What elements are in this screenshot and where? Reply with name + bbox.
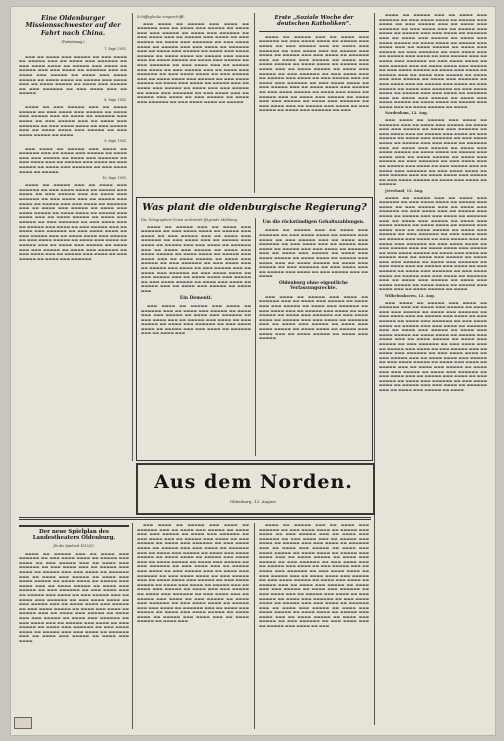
body-paragraph: ▬▬▬ ▬▬▬▬ ▬▬ ▬▬▬▬▬ ▬▬▬ ▬▬▬▬ ▬▬ ▬▬▬▬▬▬ ▬▬▬ ▬▬ ▬▬▬▬ ▬▬▬ ▬▬▬▬▬ ▬▬ ▬▬▬▬ ▬▬▬ ▬▬▬ ▬▬▬▬▬ ▬▬ ▬▬▬▬ ▬▬▬ ▬▬▬▬▬▬ ▬▬ ▬▬▬ ▬▬▬▬ ▬▬▬ ▬▬ ▬▬▬▬▬ ▬▬▬ ▬▬▬▬ ▬▬ ▬▬▬ ▬▬▬▬▬ ▬▬ ▬▬▬▬ ▬▬▬ ▬▬▬▬▬▬ ▬▬ ▬▬▬ ▬▬▬▬ ▬▬▬▬ ▬▬ ▬▬▬▬▬ ▬▬▬ ▬▬▬ ▬▬▬▬ ▬▬ ▬▬▬▬▬▬ ▬▬▬ ▬▬ ▬▬▬▬ ▬▬▬ ▬▬▬▬▬ ▬▬ ▬▬▬▬ ▬▬▬ ▬▬▬▬ ▬▬▬▬▬ ▬▬ ▬▬▬▬ ▬▬▬▬ ▬▬ ▬▬▬▬▬ ▬▬▬ ▬▬▬▬ ▬▬▬ ▬▬ ▬▬▬▬ ▬▬▬▬▬ ▬▬ ▬▬▬▬ ▬▬▬ ▬▬▬▬▬ ▬▬ ▬▬▬ ▬▬▬▬▬▬ ▬▬ ▬▬▬ ▬▬▬▬ ▬▬▬ ▬▬ ▬▬▬▬▬ ▬▬▬ ▬▬▬▬ ▬▬ ▬▬▬ ▬▬▬▬▬ ▬▬▬ ▬▬ ▬▬▬▬ ▬▬▬ ▬▬▬▬▬▬ ▬▬ ▬▬▬ ▬▬▬▬ ▬▬▬▬ ▬▬ ▬▬▬ ▬▬▬▬▬ ▬▬▬ ▬▬ ▬▬▬▬ ▬▬▬▬ ▬▬▬ ▬▬▬▬▬ ▬▬ ▬▬▬ ▬▬▬▬ ▬▬▬▬▬ ▬▬ ▬▬▬▬ ▬▬▬ ▬▬▬▬ ▬▬ ▬▬▬▬▬ ▬▬▬ ▬▬ ▬▬▬▬ ▬▬▬ ▬▬▬▬▬ ▬▬ ▬▬▬▬ ▬▬▬ ▬▬▬ ▬▬▬▬▬ ▬▬ ▬▬▬▬ ▬▬▬ ▬▬▬▬▬▬ ▬▬ ▬▬▬ ▬▬▬▬ ▬▬▬ ▬▬ ▬▬▬▬▬ ▬▬▬ ▬▬▬▬ ▬▬ ▬▬▬ ▬▬▬▬▬ ▬▬ ▬▬▬▬ ▬▬▬ ▬▬▬▬▬▬ ▬▬ ▬▬▬ ▬▬▬▬ ▬▬▬▬ ▬▬ ▬▬▬▬▬ ▬▬▬ ▬▬▬ ▬▬▬▬ ▬▬ ▬▬▬▬▬▬ ▬▬▬ ▬▬ ▬▬▬▬ ▬▬▬ ▬▬▬▬▬ ▬▬ ▬▬▬▬ (379, 300, 487, 392)
column-divider (374, 13, 375, 725)
column-divider (254, 523, 255, 729)
body-paragraph: ▬▬▬ ▬▬▬▬ ▬▬ ▬▬▬▬▬ ▬▬▬ ▬▬▬▬ ▬▬ ▬▬▬▬▬▬ ▬▬▬ ▬▬ ▬▬▬▬ ▬▬▬ ▬▬▬▬▬ ▬▬ ▬▬▬▬ ▬▬▬ ▬▬▬ ▬▬▬▬▬ ▬▬ ▬▬▬▬ ▬▬▬ ▬▬▬▬▬▬ ▬▬ ▬▬▬ ▬▬▬▬ ▬▬▬ ▬▬ ▬▬▬▬▬ ▬▬▬ ▬▬▬▬ ▬▬ ▬▬▬ ▬▬▬▬▬ ▬▬ ▬▬▬▬ ▬▬▬ ▬▬▬▬▬▬ ▬▬ ▬▬▬ ▬▬▬▬ ▬▬▬▬ ▬▬ ▬▬▬▬▬ ▬▬▬ ▬▬▬ ▬▬▬▬ ▬▬ ▬▬▬▬▬▬ ▬▬▬ ▬▬ ▬▬▬▬ ▬▬▬ (141, 303, 251, 336)
date-line-2: 8. Sept. 1931. (104, 97, 127, 102)
aus-dem-norden-title: Aus dem Norden. (154, 471, 353, 493)
regierung-right-col (259, 218, 368, 456)
right-item-3-dateline: Wilhelmshaven, 12. Aug. (385, 294, 435, 299)
body-paragraph: ▬▬▬▬ ▬▬ ▬▬▬▬▬ ▬▬▬ ▬▬ ▬▬▬▬ ▬▬▬ ▬▬▬▬▬▬ ▬▬ ▬▬▬ ▬▬▬▬ ▬▬▬▬ ▬▬ ▬▬▬▬▬ ▬▬▬ ▬▬▬▬ ▬▬ ▬▬▬ ▬▬▬▬▬ ▬▬▬ ▬▬ ▬▬▬▬ ▬▬▬ ▬▬▬▬▬▬ ▬▬ ▬▬▬ ▬▬▬▬ ▬▬▬ ▬▬ ▬▬▬▬▬ ▬▬▬ ▬▬▬▬ ▬▬ ▬▬▬▬▬ ▬▬▬ ▬▬▬ ▬▬▬▬ ▬▬ ▬▬▬▬▬▬ ▬▬▬ ▬▬ ▬▬▬▬ ▬▬▬ ▬▬▬▬▬ ▬▬ ▬▬▬▬ ▬▬▬ ▬▬▬▬ ▬▬▬▬▬ ▬▬ ▬▬▬▬ ▬▬▬▬ ▬▬ ▬▬▬▬▬ ▬▬▬ ▬▬▬▬ ▬▬▬ ▬▬ ▬▬▬▬ ▬▬▬▬▬ ▬▬ ▬▬▬▬ ▬▬▬ ▬▬▬▬▬ ▬▬ ▬▬▬ ▬▬▬▬▬▬ ▬▬ ▬▬▬ ▬▬▬▬ ▬▬▬ ▬▬ ▬▬▬▬▬ ▬▬▬ ▬▬▬▬ ▬▬ ▬▬▬ ▬▬▬▬▬ ▬▬▬ ▬▬ ▬▬▬▬ ▬▬▬ ▬▬▬▬▬▬ ▬▬ ▬▬▬ ▬▬▬▬ ▬▬▬▬ ▬▬ ▬▬▬ ▬▬▬▬▬ ▬▬▬ ▬▬ ▬▬▬▬ ▬▬▬▬ ▬▬▬ ▬▬▬▬▬ ▬▬ ▬▬▬ ▬▬▬▬ ▬▬▬▬▬ ▬▬ ▬▬▬▬ ▬▬▬ ▬▬▬▬ ▬▬ ▬▬▬▬▬ ▬▬▬ ▬▬ ▬▬▬▬ ▬▬▬ ▬▬▬▬▬ ▬▬ ▬▬▬▬ ▬▬▬ ▬▬▬ ▬▬▬▬▬ ▬▬ ▬▬▬▬ ▬▬▬ ▬▬▬▬▬▬ ▬▬ ▬▬▬ ▬▬▬▬ ▬▬▬ ▬▬ ▬▬▬▬▬ ▬▬▬ ▬▬▬▬ ▬▬ ▬▬▬ ▬▬▬▬▬ ▬▬ ▬▬▬▬ ▬▬▬ ▬▬▬▬▬▬ ▬▬ ▬▬▬ ▬▬▬▬ ▬▬▬▬ ▬▬ ▬▬▬▬▬ ▬▬▬ ▬▬▬ ▬▬▬▬ ▬▬ ▬▬▬▬▬▬ ▬▬▬ ▬▬ ▬▬▬▬ ▬▬▬ ▬▬▬▬▬ ▬▬ ▬▬▬▬ ▬▬▬ ▬▬▬▬ (19, 551, 129, 643)
body-paragraph: ▬▬▬▬ ▬▬ ▬▬▬▬▬ ▬▬▬ ▬▬ ▬▬▬▬ ▬▬▬ ▬▬▬▬▬▬ ▬▬ ▬▬▬ ▬▬▬▬ ▬▬▬▬ ▬▬ ▬▬▬▬▬ ▬▬▬ ▬▬▬▬ ▬▬ ▬▬▬ ▬▬▬▬▬ ▬▬▬ ▬▬ ▬▬▬▬ ▬▬▬ ▬▬▬▬▬▬ ▬▬ ▬▬▬ ▬▬▬▬ ▬▬▬ ▬▬ ▬▬▬▬▬ ▬▬▬ ▬▬▬▬ ▬▬ ▬▬▬▬▬ ▬▬▬ ▬▬▬ ▬▬▬▬ ▬▬ ▬▬▬▬▬▬ ▬▬▬ ▬▬ ▬▬▬▬ ▬▬▬ ▬▬▬▬▬ ▬▬ ▬▬▬▬ ▬▬▬ ▬▬▬▬ ▬▬▬▬▬ ▬▬ ▬▬▬▬ ▬▬▬▬ ▬▬ ▬▬▬▬▬ ▬▬▬ ▬▬▬▬ ▬▬▬ ▬▬ ▬▬▬▬ ▬▬▬▬▬ ▬▬ ▬▬▬▬ ▬▬▬ ▬▬▬▬▬ ▬▬ ▬▬▬ ▬▬▬▬▬▬ ▬▬ ▬▬▬ ▬▬▬▬ ▬▬▬ ▬▬ ▬▬▬▬▬ ▬▬▬ ▬▬▬▬ ▬▬ ▬▬▬ ▬▬▬▬▬ ▬▬▬ ▬▬ ▬▬▬▬ ▬▬▬ ▬▬▬▬▬▬ ▬▬ ▬▬▬ ▬▬▬▬ ▬▬▬▬ ▬▬ ▬▬▬ ▬▬▬▬▬ ▬▬▬ ▬▬ ▬▬▬▬ ▬▬▬▬ ▬▬▬ ▬▬▬▬▬ ▬▬ ▬▬▬ ▬▬▬▬ ▬▬▬▬▬ ▬▬ ▬▬▬▬ ▬▬▬ ▬▬▬▬ ▬▬ ▬▬▬▬▬ ▬▬▬ ▬▬ ▬▬▬▬ ▬▬▬ ▬▬▬▬▬ ▬▬ ▬▬▬▬ ▬▬▬ ▬▬▬ ▬▬▬▬▬ ▬▬ ▬▬▬▬ ▬▬▬ ▬▬▬▬▬▬ ▬▬ ▬▬▬ ▬▬▬▬ ▬▬▬ ▬▬ ▬▬▬▬▬ ▬▬▬ ▬▬▬▬ ▬▬ ▬▬▬ ▬▬▬▬▬ ▬▬ ▬▬▬▬ ▬▬▬ ▬▬▬▬▬▬ ▬▬ ▬▬▬ ▬▬▬▬ ▬▬▬▬ ▬▬ ▬▬▬▬▬ ▬▬▬ ▬▬▬ ▬▬▬▬ ▬▬ ▬▬▬▬▬▬ ▬▬▬ ▬▬ ▬▬▬▬ ▬▬▬ ▬▬▬▬▬ ▬▬ ▬▬▬▬ ▬▬▬ ▬▬▬▬ ▬▬▬▬▬ ▬▬ ▬▬▬▬ ▬▬▬▬ ▬▬ ▬▬▬▬▬ ▬▬▬ ▬▬▬▬ ▬▬▬ ▬▬ ▬▬▬▬ ▬▬▬▬▬ ▬▬ ▬▬▬▬ ▬▬▬ ▬▬▬▬▬ ▬▬ ▬▬▬ ▬▬▬▬▬▬ ▬▬ ▬▬▬ ▬▬▬▬ ▬▬▬ ▬▬ ▬▬▬▬▬ ▬▬▬ ▬▬▬▬ ▬▬ ▬▬▬ (259, 523, 369, 629)
gehalt-subhead: Um die rückständigen Gehaltszahlungen. (262, 220, 365, 225)
body-paragraph: ▬▬▬▬ ▬▬ ▬▬▬▬▬ ▬▬▬ ▬▬ ▬▬▬▬ ▬▬▬ ▬▬▬▬▬▬ ▬▬ ▬▬▬ ▬▬▬▬ ▬▬▬▬ ▬▬ ▬▬▬▬▬ ▬▬▬ ▬▬▬▬ ▬▬ ▬▬▬ ▬▬▬▬▬ ▬▬▬ ▬▬ ▬▬▬▬ ▬▬▬ ▬▬▬▬▬▬ ▬▬ ▬▬▬ ▬▬▬▬ ▬▬▬ ▬▬ ▬▬▬▬▬ ▬▬▬ ▬▬▬▬ ▬▬ ▬▬▬▬▬ ▬▬▬ ▬▬▬ ▬▬▬▬ ▬▬ ▬▬▬▬▬▬ ▬▬▬ ▬▬ ▬▬▬▬ ▬▬▬ ▬▬▬▬▬ ▬▬ ▬▬▬▬ ▬▬▬ ▬▬▬▬ ▬▬▬▬▬ ▬▬ ▬▬▬▬ ▬▬▬▬ ▬▬ ▬▬▬▬▬ ▬▬▬ ▬▬▬▬ ▬▬▬ ▬▬ ▬▬▬▬ ▬▬▬▬▬ ▬▬ ▬▬▬▬ ▬▬▬ ▬▬▬▬▬ ▬▬ ▬▬▬ ▬▬▬▬▬▬ ▬▬ ▬▬▬ ▬▬▬▬ ▬▬▬ ▬▬ ▬▬▬▬▬ ▬▬▬ ▬▬▬▬ ▬▬ ▬▬▬ ▬▬▬▬▬ ▬▬▬ ▬▬ ▬▬▬▬ ▬▬▬ ▬▬▬▬▬▬ ▬▬ ▬▬▬ ▬▬▬▬ ▬▬▬▬ ▬▬ ▬▬▬ ▬▬▬▬▬ ▬▬▬ ▬▬ ▬▬▬▬ ▬▬▬▬ ▬▬▬ ▬▬▬▬▬ ▬▬ ▬▬▬ ▬▬▬▬ ▬▬▬▬▬ ▬▬ ▬▬▬▬ ▬▬▬ ▬▬▬▬ ▬▬ ▬▬▬▬▬ ▬▬▬ ▬▬ ▬▬▬▬ ▬▬▬ ▬▬▬▬▬ ▬▬ ▬▬▬▬ ▬▬▬ ▬▬▬ ▬▬▬▬▬ ▬▬ ▬▬▬▬ ▬▬▬ ▬▬▬▬▬▬ ▬▬ ▬▬▬ ▬▬▬▬ ▬▬▬ ▬▬ ▬▬▬▬▬ ▬▬▬ ▬▬▬▬ ▬▬ ▬▬▬ ▬▬▬▬▬ ▬▬ ▬▬▬▬ ▬▬▬ ▬▬▬▬▬▬ ▬▬ ▬▬▬ (259, 34, 369, 113)
left-column (19, 13, 127, 525)
column-divider (254, 13, 255, 193)
right-item-1 (379, 111, 487, 116)
spielplan-box (19, 525, 129, 731)
right-item-1-dateline: Nordenham, 12. Aug. (385, 111, 428, 116)
body-paragraph: ▬▬▬▬ ▬▬ ▬▬▬▬▬ ▬▬▬ ▬▬ ▬▬▬▬ ▬▬▬ ▬▬▬▬▬▬ ▬▬ ▬▬▬ ▬▬▬▬ ▬▬▬▬ ▬▬ ▬▬▬▬▬ ▬▬▬ ▬▬▬▬ ▬▬ ▬▬▬ ▬▬▬▬▬ ▬▬▬ ▬▬ ▬▬▬▬ ▬▬▬ ▬▬▬▬▬▬ ▬▬ ▬▬▬ ▬▬▬▬ ▬▬▬ ▬▬ ▬▬▬▬▬ ▬▬▬ ▬▬▬▬ ▬▬ ▬▬▬▬▬ ▬▬▬ ▬▬▬ ▬▬▬▬ ▬▬ ▬▬▬▬▬▬ ▬▬▬ ▬▬ ▬▬▬▬ ▬▬▬ ▬▬▬▬▬ ▬▬ ▬▬▬▬ ▬▬▬ ▬▬▬▬ ▬▬▬▬▬ ▬▬ ▬▬▬▬ ▬▬▬▬ ▬▬ ▬▬▬▬▬ ▬▬▬ ▬▬▬▬ ▬▬▬ ▬▬ ▬▬▬▬ ▬▬▬▬▬ ▬▬ ▬▬▬▬ ▬▬▬ ▬▬▬▬▬ ▬▬ ▬▬▬ ▬▬▬▬▬▬ ▬▬ ▬▬▬ ▬▬▬▬ ▬▬▬ ▬▬ ▬▬▬▬▬ ▬▬▬ ▬▬▬▬ ▬▬ ▬▬▬ ▬▬▬▬▬ ▬▬▬ ▬▬ ▬▬▬▬ (259, 228, 368, 279)
body-paragraph: ▬▬▬▬ ▬▬ ▬▬▬▬▬ ▬▬▬ ▬▬ ▬▬▬▬ ▬▬▬ ▬▬▬▬▬▬ ▬▬ ▬▬▬ ▬▬▬▬ ▬▬▬▬ ▬▬ ▬▬▬▬▬ ▬▬▬ ▬▬▬▬ ▬▬ ▬▬▬ ▬▬▬▬▬ ▬▬▬ ▬▬ ▬▬▬▬ ▬▬▬ ▬▬▬▬▬▬ ▬▬ ▬▬▬ ▬▬▬▬ ▬▬▬ ▬▬ ▬▬▬▬▬ ▬▬▬ ▬▬▬▬ ▬▬ ▬▬▬▬▬ ▬▬▬ ▬▬▬ ▬▬▬▬ ▬▬ ▬▬▬▬▬▬ ▬▬▬ ▬▬ ▬▬▬▬ ▬▬▬ ▬▬▬▬▬ ▬▬ ▬▬▬▬ ▬▬▬ ▬▬▬▬ ▬▬▬▬▬ ▬▬ ▬▬▬▬ ▬▬▬▬ ▬▬ ▬▬▬▬▬ ▬▬▬ ▬▬▬▬ ▬▬▬ ▬▬ ▬▬▬▬ ▬▬▬▬▬ ▬▬ ▬▬▬▬ ▬▬▬ ▬▬▬▬▬ ▬▬ ▬▬▬ ▬▬▬▬▬▬ ▬▬ ▬▬▬ ▬▬▬▬ ▬▬▬ ▬▬ ▬▬▬▬▬ ▬▬▬ ▬▬▬▬ ▬▬ ▬▬▬ ▬▬▬▬▬ ▬▬▬ ▬▬ ▬▬▬▬ ▬▬▬ ▬▬▬▬▬▬ ▬▬ ▬▬▬ ▬▬▬▬ ▬▬▬▬ ▬▬ ▬▬▬ ▬▬▬▬▬ ▬▬▬ ▬▬ ▬▬▬▬ ▬▬▬▬ ▬▬▬ ▬▬▬▬▬ ▬▬ ▬▬▬ ▬▬▬▬ ▬▬▬▬▬ ▬▬ ▬▬▬▬ ▬▬▬ ▬▬▬▬ ▬▬ ▬▬▬▬▬ ▬▬▬ ▬▬ ▬▬▬▬ ▬▬▬ ▬▬▬▬▬ ▬▬ ▬▬▬▬ ▬▬▬ ▬▬▬ ▬▬▬▬▬ ▬▬ ▬▬▬▬ ▬▬▬ ▬▬▬▬▬▬ ▬▬ ▬▬▬ ▬▬▬▬ ▬▬▬ ▬▬ ▬▬▬▬▬ ▬▬▬ ▬▬▬▬ ▬▬ ▬▬▬ ▬▬▬▬▬ ▬▬ ▬▬▬▬ ▬▬▬ ▬▬▬▬▬▬ (19, 183, 127, 261)
body-paragraph: ▬▬▬ ▬▬▬▬ ▬▬ ▬▬▬▬▬ ▬▬▬ ▬▬▬▬ ▬▬ ▬▬▬▬▬▬ ▬▬▬ ▬▬ ▬▬▬▬ ▬▬▬ ▬▬▬▬▬ ▬▬ ▬▬▬▬ ▬▬▬ ▬▬▬ ▬▬▬▬▬ ▬▬ ▬▬▬▬ ▬▬▬ ▬▬▬▬▬▬ ▬▬ ▬▬▬ ▬▬▬▬ ▬▬▬ ▬▬ ▬▬▬▬▬ ▬▬▬ ▬▬▬▬ ▬▬ ▬▬▬ ▬▬▬▬▬ ▬▬ ▬▬▬▬ ▬▬▬ ▬▬▬▬▬▬ ▬▬ ▬▬▬ ▬▬▬▬ ▬▬▬▬ ▬▬ ▬▬▬▬▬ ▬▬▬ ▬▬▬ ▬▬▬▬ ▬▬ ▬▬▬▬▬▬ ▬▬▬ ▬▬ ▬▬▬▬ ▬▬▬ ▬▬▬▬▬ ▬▬ ▬▬▬▬ ▬▬▬ ▬▬▬▬ ▬▬▬▬▬ ▬▬ ▬▬▬▬ ▬▬▬▬ ▬▬ ▬▬▬▬▬ ▬▬▬ ▬▬▬▬ ▬▬▬ ▬▬ ▬▬▬▬ ▬▬▬▬▬ ▬▬ ▬▬▬▬ ▬▬▬ ▬▬▬▬▬ ▬▬ ▬▬▬ ▬▬▬▬▬▬ ▬▬ ▬▬▬ ▬▬▬▬ ▬▬▬ ▬▬ ▬▬▬▬▬ ▬▬▬ ▬▬▬▬ ▬▬ ▬▬▬ ▬▬▬▬▬ ▬▬▬ ▬▬ ▬▬▬▬ ▬▬▬ ▬▬▬▬▬▬ ▬▬ ▬▬▬ ▬▬▬▬ ▬▬▬▬ ▬▬ ▬▬▬ ▬▬▬▬▬ ▬▬▬ ▬▬ ▬▬▬▬ ▬▬▬▬ ▬▬▬ ▬▬▬▬▬ ▬▬ ▬▬▬ ▬▬▬▬ ▬▬▬▬▬ ▬▬ ▬▬▬▬ ▬▬▬ ▬▬▬▬ ▬▬ ▬▬▬▬▬ (379, 118, 487, 187)
body-paragraph: ▬▬▬ ▬▬▬▬ ▬▬ ▬▬▬▬▬ ▬▬▬ ▬▬▬▬ ▬▬ ▬▬▬▬▬▬ ▬▬▬ ▬▬ ▬▬▬▬ ▬▬▬ ▬▬▬▬▬ ▬▬ ▬▬▬▬ ▬▬▬ ▬▬▬ ▬▬▬▬▬ ▬▬ ▬▬▬▬ ▬▬▬ ▬▬▬▬▬▬ ▬▬ ▬▬▬ ▬▬▬▬ ▬▬▬ ▬▬ ▬▬▬▬▬ ▬▬▬ ▬▬▬▬ ▬▬ ▬▬▬ ▬▬▬▬▬ ▬▬ ▬▬▬▬ ▬▬▬ ▬▬▬▬▬▬ ▬▬ ▬▬▬ ▬▬▬▬ ▬▬▬▬ ▬▬ ▬▬▬▬▬ ▬▬▬ ▬▬▬ ▬▬▬▬ ▬▬ ▬▬▬▬▬▬ ▬▬▬ ▬▬ ▬▬▬▬ ▬▬▬ ▬▬▬▬▬ ▬▬ ▬▬▬▬ ▬▬▬ ▬▬▬▬ ▬▬▬▬▬ ▬▬ ▬▬▬▬ ▬▬▬▬ ▬▬ ▬▬▬▬▬ ▬▬▬ ▬▬▬▬ ▬▬▬ ▬▬ ▬▬▬▬ ▬▬▬▬▬ ▬▬ ▬▬▬▬ ▬▬▬ ▬▬▬▬▬ (259, 294, 368, 341)
middle-column-top (137, 15, 249, 195)
norden-col-2 (259, 523, 369, 729)
body-paragraph: ▬▬▬▬ ▬▬ ▬▬▬▬▬ ▬▬▬ ▬▬ ▬▬▬▬ ▬▬▬ ▬▬▬▬▬▬ ▬▬ ▬▬▬ ▬▬▬▬ ▬▬▬▬ ▬▬ ▬▬▬▬▬ ▬▬▬ ▬▬▬▬ ▬▬ ▬▬▬ ▬▬▬▬▬ ▬▬▬ ▬▬ ▬▬▬▬ ▬▬▬ ▬▬▬▬▬▬ ▬▬ ▬▬▬ ▬▬▬▬ ▬▬▬ ▬▬ ▬▬▬▬▬ ▬▬▬ ▬▬▬▬ ▬▬ ▬▬▬▬▬ ▬▬▬ ▬▬▬ ▬▬▬▬ ▬▬ ▬▬▬▬▬▬ ▬▬▬ ▬▬ ▬▬▬▬ ▬▬▬ ▬▬▬▬▬ ▬▬ ▬▬▬▬ ▬▬▬ ▬▬▬▬ ▬▬▬▬▬ ▬▬ ▬▬▬▬ ▬▬▬▬ ▬▬ ▬▬▬▬▬ ▬▬▬ ▬▬▬▬ ▬▬▬ ▬▬ ▬▬▬▬ ▬▬▬▬▬ ▬▬ ▬▬▬▬ ▬▬▬ ▬▬▬▬▬ ▬▬ ▬▬▬ ▬▬▬▬▬▬ ▬▬ ▬▬▬ ▬▬▬▬ ▬▬▬ ▬▬ ▬▬▬▬▬ ▬▬▬ ▬▬▬▬ ▬▬ ▬▬▬ ▬▬▬▬▬ ▬▬▬ ▬▬ ▬▬▬▬ ▬▬▬ ▬▬▬▬▬▬ ▬▬ ▬▬▬ ▬▬▬▬ ▬▬▬▬ ▬▬ ▬▬▬ ▬▬▬▬▬ ▬▬▬ ▬▬ ▬▬▬▬ ▬▬▬▬ ▬▬▬ ▬▬▬▬▬ ▬▬ ▬▬▬ ▬▬▬▬ ▬▬▬▬▬ ▬▬ ▬▬▬▬ ▬▬▬ ▬▬▬▬ ▬▬ ▬▬▬▬▬ ▬▬▬ ▬▬ ▬▬▬▬ ▬▬▬ ▬▬▬▬▬ ▬▬ ▬▬▬▬ ▬▬▬ ▬▬▬ ▬▬▬▬▬ ▬▬ ▬▬▬▬ ▬▬▬ ▬▬▬▬▬▬ ▬▬ ▬▬▬ ▬▬▬▬ ▬▬▬ ▬▬ ▬▬▬▬▬ ▬▬▬ ▬▬▬▬ ▬▬ ▬▬▬ ▬▬▬▬▬ ▬▬ ▬▬▬▬ ▬▬▬ ▬▬▬▬▬▬ ▬▬ ▬▬▬ ▬▬▬▬ ▬▬▬▬ ▬▬ ▬▬▬▬▬ ▬▬▬ ▬▬▬ ▬▬▬▬ ▬▬ ▬▬▬▬▬▬ ▬▬▬ ▬▬ ▬▬▬▬ ▬▬▬ ▬▬▬▬▬ ▬▬ ▬▬▬▬ ▬▬▬ ▬▬▬▬ ▬▬▬▬▬ ▬▬ ▬▬▬▬ ▬▬▬▬ ▬▬ ▬▬▬▬▬ ▬▬▬ ▬▬▬▬ ▬▬▬ ▬▬ ▬▬▬▬ ▬▬▬▬▬ ▬▬ ▬▬▬▬ (379, 13, 487, 109)
body-paragraph: ▬▬▬ ▬▬ ▬▬▬▬ ▬▬▬ ▬▬▬▬▬ ▬▬ ▬▬▬ ▬▬▬▬ ▬▬ ▬▬▬▬▬ ▬▬▬ ▬▬ ▬▬▬▬ ▬▬▬ ▬▬▬▬▬▬ ▬▬ ▬▬▬ ▬▬▬▬ ▬▬▬▬ ▬▬ ▬▬▬▬▬ ▬▬▬ ▬▬▬▬ ▬▬ ▬▬▬▬▬ ▬▬▬ ▬▬▬ ▬▬▬▬ ▬▬ ▬▬▬▬▬▬ ▬▬▬ ▬▬ ▬▬▬▬ ▬▬▬ ▬▬▬▬▬ ▬▬ ▬▬▬▬ ▬▬▬ ▬▬▬▬ ▬▬▬▬▬ ▬▬ ▬▬▬▬ ▬▬▬▬ ▬▬ ▬▬▬▬▬ ▬▬▬ ▬▬▬▬ ▬▬▬ ▬▬ ▬▬▬▬ ▬▬▬▬▬ ▬▬ ▬▬▬▬ ▬▬▬ ▬▬▬▬▬ ▬▬ ▬▬▬ ▬▬▬▬▬▬ ▬▬ ▬▬▬ ▬▬▬▬ ▬▬▬ ▬▬ ▬▬▬▬▬ (19, 54, 127, 96)
dateline: Oldenburg, 13. August. (229, 499, 278, 504)
left-headline: Eine Oldenburger Missionsschwester auf der Fahrt nach China. (25, 14, 121, 37)
column-divider (132, 13, 133, 461)
right-item-2 (379, 189, 487, 194)
body-paragraph: ▬▬▬▬ ▬▬ ▬▬▬▬▬ ▬▬▬ ▬▬ ▬▬▬▬ ▬▬▬ ▬▬▬▬▬▬ ▬▬ ▬▬▬ ▬▬▬▬ ▬▬▬▬ ▬▬ ▬▬▬▬▬ ▬▬▬ ▬▬▬▬ ▬▬ ▬▬▬ ▬▬▬▬▬ ▬▬▬ ▬▬ ▬▬▬▬ ▬▬▬ ▬▬▬▬▬▬ ▬▬ ▬▬▬ ▬▬▬▬ ▬▬▬ ▬▬ ▬▬▬▬▬ ▬▬▬ ▬▬▬▬ ▬▬ ▬▬▬▬▬ ▬▬▬ ▬▬▬ ▬▬▬▬ ▬▬ ▬▬▬▬▬▬ ▬▬▬ ▬▬ ▬▬▬▬ ▬▬▬ ▬▬▬▬▬ ▬▬ ▬▬▬▬ ▬▬▬ ▬▬▬▬ ▬▬▬▬▬ ▬▬ ▬▬▬▬ ▬▬▬▬ ▬▬ ▬▬▬▬▬ ▬▬▬ ▬▬▬▬ ▬▬▬ ▬▬ ▬▬▬▬ ▬▬▬▬▬ ▬▬ ▬▬▬▬ ▬▬▬ ▬▬▬▬▬ ▬▬ ▬▬▬ ▬▬▬▬▬▬ ▬▬ ▬▬▬ ▬▬▬▬ ▬▬▬ ▬▬ ▬▬▬▬▬ ▬▬▬ ▬▬▬▬ ▬▬ ▬▬▬ ▬▬▬▬▬ ▬▬▬ ▬▬ ▬▬▬▬ ▬▬▬ ▬▬▬▬▬▬ ▬▬ ▬▬▬ ▬▬▬▬ ▬▬▬▬ ▬▬ ▬▬▬ ▬▬▬▬▬ ▬▬▬ ▬▬ ▬▬▬▬ ▬▬▬▬ ▬▬▬ ▬▬▬▬▬ ▬▬ ▬▬▬ ▬▬▬▬ ▬▬▬▬▬ ▬▬ ▬▬▬▬ ▬▬▬ ▬▬▬▬ ▬▬ ▬▬▬▬▬ ▬▬▬ ▬▬ ▬▬▬▬ ▬▬▬ ▬▬▬▬▬ ▬▬ ▬▬▬▬ ▬▬▬ (141, 224, 251, 293)
column-divider (132, 523, 133, 729)
right-item-2-dateline: Jeverland, 12. Aug. (385, 188, 424, 193)
regierung-article-box (136, 197, 373, 461)
regierung-subhead-left: Die Telegraphen-Union verbreitet folgende Meldung: (141, 218, 239, 222)
spielplan-subhead: für die Spielzeit 1932/33. (53, 544, 95, 549)
aus-dem-norden-box (136, 463, 375, 515)
body-paragraph: ▬▬▬▬ ▬▬ ▬▬▬ ▬▬▬▬▬ ▬▬▬ ▬▬ ▬▬▬▬ ▬▬▬▬▬ ▬▬ ▬▬▬ ▬▬▬▬ ▬▬▬ ▬▬▬▬▬ ▬▬ ▬▬▬▬ ▬▬▬ ▬▬▬▬▬ ▬▬▬ ▬▬ ▬▬▬▬ ▬▬ ▬▬▬▬▬▬ ▬▬▬ ▬▬▬▬ ▬▬ ▬▬▬ ▬▬▬▬▬ ▬▬▬ ▬▬ ▬▬▬▬ ▬▬▬ ▬▬▬▬▬▬ ▬▬ ▬▬▬ ▬▬▬▬ ▬▬▬▬ ▬▬ ▬▬▬ ▬▬▬▬▬ ▬▬▬ ▬▬ ▬▬▬▬ ▬▬▬▬ ▬▬▬ ▬▬▬▬▬ ▬▬ ▬▬▬ ▬▬▬▬ ▬▬▬▬▬ ▬▬ ▬▬▬▬ (19, 105, 127, 137)
middle-lead-phrase: Schiffsglocke eingeschifft. (137, 15, 185, 19)
body-paragraph: ▬▬▬▬ ▬▬ ▬▬▬▬▬ ▬▬▬ ▬▬ ▬▬▬▬ ▬▬▬ ▬▬▬▬▬▬ ▬▬ ▬▬▬ ▬▬▬▬ ▬▬▬▬ ▬▬ ▬▬▬▬▬ ▬▬▬ ▬▬▬▬ ▬▬ ▬▬▬ ▬▬▬▬▬ ▬▬▬ ▬▬ ▬▬▬▬ ▬▬▬ ▬▬▬▬▬▬ ▬▬ ▬▬▬ ▬▬▬▬ ▬▬▬ ▬▬ ▬▬▬▬▬ ▬▬▬ ▬▬▬▬ ▬▬ ▬▬▬▬▬ ▬▬▬ ▬▬▬ ▬▬▬▬ ▬▬ ▬▬▬▬▬▬ ▬▬▬ ▬▬ ▬▬▬▬ ▬▬▬ ▬▬▬▬▬ ▬▬ ▬▬▬▬ ▬▬▬ ▬▬▬▬ ▬▬▬▬▬ ▬▬ ▬▬▬▬ ▬▬▬▬ ▬▬ ▬▬▬▬▬ ▬▬▬ ▬▬▬▬ ▬▬▬ ▬▬ ▬▬▬▬ ▬▬▬▬▬ ▬▬ ▬▬▬▬ ▬▬▬ ▬▬▬▬▬ ▬▬ ▬▬▬ ▬▬▬▬▬▬ ▬▬ ▬▬▬ ▬▬▬▬ ▬▬▬ ▬▬ ▬▬▬▬▬ ▬▬▬ ▬▬▬▬ ▬▬ ▬▬▬ ▬▬▬▬▬ ▬▬▬ ▬▬ ▬▬▬▬ ▬▬▬ ▬▬▬▬▬▬ ▬▬ ▬▬▬ ▬▬▬▬ ▬▬▬▬ ▬▬ ▬▬▬ ▬▬▬▬▬ ▬▬▬ ▬▬ ▬▬▬▬ ▬▬▬▬ ▬▬▬ ▬▬▬▬▬ ▬▬ ▬▬▬ ▬▬▬▬ ▬▬▬▬▬ ▬▬ ▬▬▬▬ ▬▬▬ ▬▬▬▬ ▬▬ ▬▬▬▬▬ ▬▬▬ ▬▬ ▬▬▬▬ ▬▬▬ ▬▬▬▬▬ ▬▬ ▬▬▬▬ ▬▬▬ ▬▬▬ ▬▬▬▬▬ ▬▬ ▬▬▬▬ ▬▬▬ ▬▬▬▬▬▬ ▬▬ ▬▬▬ ▬▬▬▬ ▬▬▬ ▬▬ ▬▬▬▬▬ ▬▬▬ ▬▬▬▬ ▬▬ ▬▬▬ ▬▬▬▬▬ ▬▬ ▬▬▬▬ ▬▬▬ ▬▬▬▬▬▬ ▬▬ ▬▬▬ ▬▬▬▬ ▬▬▬▬ ▬▬ ▬▬▬▬▬ ▬▬▬ ▬▬▬ ▬▬▬▬ ▬▬ ▬▬▬▬▬▬ ▬▬▬ ▬▬ ▬▬▬▬ ▬▬▬ ▬▬▬▬▬ ▬▬ ▬▬▬▬ ▬▬▬ ▬▬▬▬ ▬▬▬▬▬ ▬▬ ▬▬▬▬ ▬▬▬▬ ▬▬ ▬▬▬▬▬ ▬▬▬ ▬▬▬▬ ▬▬▬ ▬▬ ▬▬▬▬ ▬▬▬▬▬ ▬▬ ▬▬▬▬ (379, 195, 487, 292)
body-paragraph: ▬▬▬ ▬▬▬▬ ▬▬ ▬▬▬▬▬ ▬▬▬ ▬▬▬▬ ▬▬ ▬▬▬▬▬▬ ▬▬▬ ▬▬ ▬▬▬▬ ▬▬▬ ▬▬▬▬▬ ▬▬ ▬▬▬▬ ▬▬▬ ▬▬▬ ▬▬▬▬▬ ▬▬ ▬▬▬▬ ▬▬▬ ▬▬▬▬▬▬ ▬▬ ▬▬▬ ▬▬▬▬ ▬▬▬ ▬▬ ▬▬▬▬▬ ▬▬▬ ▬▬▬▬ ▬▬ ▬▬▬ ▬▬▬▬▬ ▬▬ ▬▬▬▬ ▬▬▬ ▬▬▬▬▬▬ ▬▬ ▬▬▬ ▬▬▬▬ ▬▬▬▬ ▬▬ ▬▬▬▬▬ ▬▬▬ ▬▬▬ ▬▬▬▬ ▬▬ ▬▬▬▬▬▬ ▬▬▬ ▬▬ ▬▬▬▬ ▬▬▬ ▬▬▬▬▬ ▬▬ ▬▬▬▬ ▬▬▬ ▬▬▬▬ ▬▬▬▬▬ ▬▬ ▬▬▬▬ ▬▬▬▬ ▬▬ ▬▬▬▬▬ ▬▬▬ ▬▬▬▬ ▬▬▬ ▬▬ ▬▬▬▬ ▬▬▬▬▬ ▬▬ ▬▬▬▬ ▬▬▬ ▬▬▬▬▬ ▬▬ ▬▬▬ ▬▬▬▬▬▬ ▬▬ ▬▬▬ ▬▬▬▬ ▬▬▬ ▬▬ ▬▬▬▬▬ ▬▬▬ ▬▬▬▬ ▬▬ ▬▬▬ ▬▬▬▬▬ ▬▬▬ ▬▬ ▬▬▬▬ ▬▬▬ ▬▬▬▬▬▬ ▬▬ ▬▬▬ ▬▬▬▬ ▬▬▬▬ ▬▬ ▬▬▬ ▬▬▬▬▬ ▬▬▬ ▬▬ ▬▬▬▬ ▬▬▬▬ ▬▬▬ ▬▬▬▬▬ ▬▬ ▬▬▬ ▬▬▬▬ ▬▬▬▬▬ ▬▬ ▬▬▬▬ ▬▬▬ ▬▬▬▬ ▬▬ ▬▬▬▬▬ ▬▬▬ ▬▬ ▬▬▬▬ ▬▬▬ ▬▬▬▬▬ ▬▬ ▬▬▬▬ ▬▬▬ ▬▬▬ ▬▬▬▬▬ ▬▬ ▬▬▬▬ ▬▬▬ ▬▬▬▬▬▬ ▬▬ ▬▬▬ ▬▬▬▬ ▬▬▬ ▬▬ ▬▬▬▬▬ ▬▬▬ ▬▬▬▬ ▬▬ ▬▬▬ ▬▬▬▬▬ ▬▬ ▬▬▬▬ ▬▬▬ ▬▬▬▬▬▬ ▬▬ ▬▬▬ ▬▬▬▬ ▬▬▬▬ ▬▬ ▬▬▬▬▬ (137, 21, 249, 104)
right-item-3 (379, 294, 487, 299)
library-stamp-icon (14, 717, 32, 729)
date-line-3: 9. Sept. 1931. (104, 139, 127, 144)
regierung-headline: Was plant die oldenburgische Regierung? (142, 202, 367, 213)
divider (259, 31, 369, 32)
regierung-left-col (141, 218, 251, 456)
date-line-4: 10. Sept. 1931. (102, 176, 127, 181)
date-line-1: 7. Sept. 1931. (104, 47, 127, 52)
dementi-heading: Ein Dementi. (179, 295, 213, 301)
right-column (379, 13, 487, 729)
box-divider (255, 218, 256, 456)
spielplan-headline: Der neue Spielplan des Landestheaters Oldenburg. (32, 529, 116, 542)
soziale-woche-headline: Erste „Soziale Woche der deutschen Katholiken“. (274, 15, 354, 28)
newspaper-page (10, 6, 496, 736)
section-rule (19, 517, 371, 520)
verfassung-heading: Oldenburg ohne eigentliche Verfassungsrechte. (279, 280, 348, 292)
norden-col-1 (137, 523, 249, 729)
body-paragraph: ▬▬▬ ▬▬▬▬ ▬▬ ▬▬▬▬▬ ▬▬▬ ▬▬▬▬ ▬▬ ▬▬▬▬▬▬ ▬▬▬ ▬▬ ▬▬▬▬ ▬▬▬ ▬▬▬▬▬ ▬▬ ▬▬▬▬ ▬▬▬ ▬▬▬ ▬▬▬▬▬ ▬▬ ▬▬▬▬ ▬▬▬ ▬▬▬▬▬▬ ▬▬ ▬▬▬ ▬▬▬▬ ▬▬▬ ▬▬ ▬▬▬▬▬ ▬▬▬ ▬▬▬▬ ▬▬ ▬▬▬ ▬▬▬▬▬ ▬▬ ▬▬▬▬ ▬▬▬ ▬▬▬▬▬▬ ▬▬ ▬▬▬ ▬▬▬▬ ▬▬▬▬ ▬▬ ▬▬▬▬▬ (19, 146, 127, 174)
continuation-note: (Fortsetzung.) (61, 40, 85, 45)
right-center-column-top (259, 13, 369, 193)
body-paragraph: ▬▬▬ ▬▬▬▬ ▬▬ ▬▬▬▬▬ ▬▬▬ ▬▬▬▬ ▬▬ ▬▬▬▬▬▬ ▬▬▬ ▬▬ ▬▬▬▬ ▬▬▬ ▬▬▬▬▬ ▬▬ ▬▬▬▬ ▬▬▬ ▬▬▬ ▬▬▬▬▬ ▬▬ ▬▬▬▬ ▬▬▬ ▬▬▬▬▬▬ ▬▬ ▬▬▬ ▬▬▬▬ ▬▬▬ ▬▬ ▬▬▬▬▬ ▬▬▬ ▬▬▬▬ ▬▬ ▬▬▬ ▬▬▬▬▬ ▬▬ ▬▬▬▬ ▬▬▬ ▬▬▬▬▬▬ ▬▬ ▬▬▬ ▬▬▬▬ ▬▬▬▬ ▬▬ ▬▬▬▬▬ ▬▬▬ ▬▬▬ ▬▬▬▬ ▬▬ ▬▬▬▬▬▬ ▬▬▬ ▬▬ ▬▬▬▬ ▬▬▬ ▬▬▬▬▬ ▬▬ ▬▬▬▬ ▬▬▬ ▬▬▬▬ ▬▬▬▬▬ ▬▬ ▬▬▬▬ ▬▬▬▬ ▬▬ ▬▬▬▬▬ ▬▬▬ ▬▬▬▬ ▬▬▬ ▬▬ ▬▬▬▬ ▬▬▬▬▬ ▬▬ ▬▬▬▬ ▬▬▬ ▬▬▬▬▬ ▬▬ ▬▬▬ ▬▬▬▬▬▬ ▬▬ ▬▬▬ ▬▬▬▬ ▬▬▬ ▬▬ ▬▬▬▬▬ ▬▬▬ ▬▬▬▬ ▬▬ ▬▬▬ ▬▬▬▬▬ ▬▬▬ ▬▬ ▬▬▬▬ ▬▬▬ ▬▬▬▬▬▬ ▬▬ ▬▬▬ ▬▬▬▬ ▬▬▬▬ ▬▬ ▬▬▬ ▬▬▬▬▬ ▬▬▬ ▬▬ ▬▬▬▬ ▬▬▬▬ ▬▬▬ ▬▬▬▬▬ ▬▬ ▬▬▬ ▬▬▬▬ ▬▬▬▬▬ ▬▬ ▬▬▬▬ ▬▬▬ ▬▬▬▬ ▬▬ ▬▬▬▬▬ ▬▬▬ ▬▬ ▬▬▬▬ ▬▬▬ ▬▬▬▬▬ ▬▬ ▬▬▬▬ ▬▬▬ ▬▬▬ ▬▬▬▬▬ ▬▬ ▬▬▬▬ ▬▬▬ ▬▬▬▬▬▬ ▬▬ ▬▬▬ ▬▬▬▬ ▬▬▬ ▬▬ ▬▬▬▬▬ ▬▬▬ ▬▬▬▬ ▬▬ ▬▬▬ ▬▬▬▬▬ ▬▬ ▬▬▬▬ ▬▬▬ ▬▬▬▬▬▬ ▬▬ ▬▬▬ ▬▬▬▬ ▬▬▬▬ ▬▬ ▬▬▬▬▬ ▬▬▬ ▬▬▬ ▬▬▬▬ ▬▬ ▬▬▬▬▬▬ ▬▬▬ ▬▬ ▬▬▬▬ ▬▬▬ ▬▬▬▬▬ ▬▬ ▬▬▬▬ ▬▬▬ ▬▬▬▬ ▬▬▬▬▬ ▬▬ ▬▬▬▬ ▬▬▬▬ ▬▬ ▬▬▬▬▬ ▬▬▬ ▬▬▬▬ ▬▬▬ ▬▬ ▬▬▬▬ ▬▬▬▬▬ ▬▬ ▬▬▬▬ ▬▬▬ (137, 523, 249, 624)
